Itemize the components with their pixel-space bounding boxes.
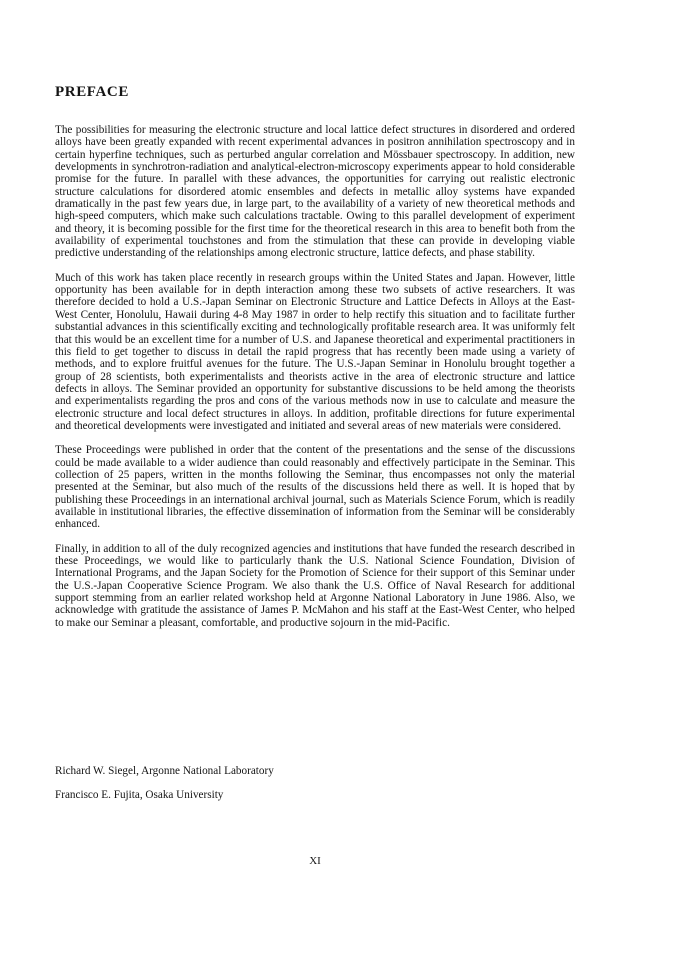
paragraph-2: Much of this work has taken place recently in research groups within the United States and Japan. However, little opportunity has been available for in depth interaction among these two subsets of active researchers. It was therefore decided to hold a U.S.-Japan Seminar on Electronic Structure and Lattice Defects in Alloys at the East-West Center, Honolulu, Hawaii during 4-8 May 1987 in order to help rectify this situation and to facilitate further substantial advances in this scientifically exciting and technologically profitable research area. It was uniformly felt that this would be an excellent time for a number of U.S. and Japanese theoretical and experimental practitioners in this field to get together to discuss in detail the rapid progress that has recently been made using a variety of methods, and to explore fruitful avenues for the future. The U.S.-Japan Seminar in Honolulu brought together a group of 28 scientists, both experimentalists and theorists active in the area of electronic structure and lattice defects in alloys. The Seminar provided an opportunity for substantive discussions to be held among the theorists and experimentalists regarding the pros and cons of the various methods now in use to calculate and measure the electronic structure and local defect structures in alloys. In addition, profitable directions for future experimental and theoretical developments were investigated and initiated and several areas of new materials were considered. [55,271,575,432]
preface-body [55,124,575,641]
signature-line-1: Richard W. Siegel, Argonne National Laboratory [55,765,274,777]
page-title: PREFACE [55,84,129,100]
paragraph-4: Finally, in addition to all of the duly recognized agencies and institutions that have funded the research described in these Proceedings, we would like to particularly thank the U.S. National Science Foundation, Division of International Programs, and the Japan Society for the Promotion of Science for their support of this Seminar under the U.S.-Japan Cooperative Science Program. We also thank the U.S. Office of Naval Research for additional support stemming from an earlier related workshop held at Argonne National Laboratory in June 1986. Also, we acknowledge with gratitude the assistance of James P. McMahon and his staff at the East-West Center, who helped to make our Seminar a pleasant, comfortable, and productive sojourn in the mid-Pacific. [55,542,575,629]
document-page [55,0,575,959]
signature-block [55,765,274,814]
signature-line-2: Francisco E. Fujita, Osaka University [55,789,224,802]
paragraph-3: These Proceedings were published in order that the content of the presentations and the sense of the discussions could be made available to a wider audience than could reasonably and effectively participate in the Seminar. This collection of 25 papers, written in the months following the Seminar, thus encompasses not only the material presented at the Seminar, but also much of the results of the discussions held there as well. It is hoped that by publishing these Proceedings in an international archival journal, such as Materials Science Forum, which is readily available in institutional libraries, the effective dissemination of information from the Seminar will be considerably enhanced. [55,444,575,531]
paragraph-1: The possibilities for measuring the electronic structure and local lattice defect structures in disordered and ordered alloys have been greatly expanded with recent experimental advances in positron annihilation spectroscopy and in certain hyperfine techniques, such as perturbed angular correlation and Mössbauer spectroscopy. In addition, new developments in synchrotron-radiation and analytical-electron-microscopy experiments appear to hold considerable promise for the future. In parallel with these advances, the opportunities for carrying out realistic electronic structure calculations for disordered atomic ensembles and defects in metallic alloy systems have expanded dramatically in the past few years due, in large part, to the availability of a variety of new theoretical methods and high-speed computers, which make such calculations tractable. Owing to this parallel development of experiment and theory, it is becoming possible for the first time for the theoretical research in this area to benefit both from the availability of experimental touchstones and from the stimulation that these can provide in developing viable predictive understanding of the relationships among electronic structure, lattice defects, and phase stability. [55,124,575,260]
page-number: XI [309,855,321,867]
